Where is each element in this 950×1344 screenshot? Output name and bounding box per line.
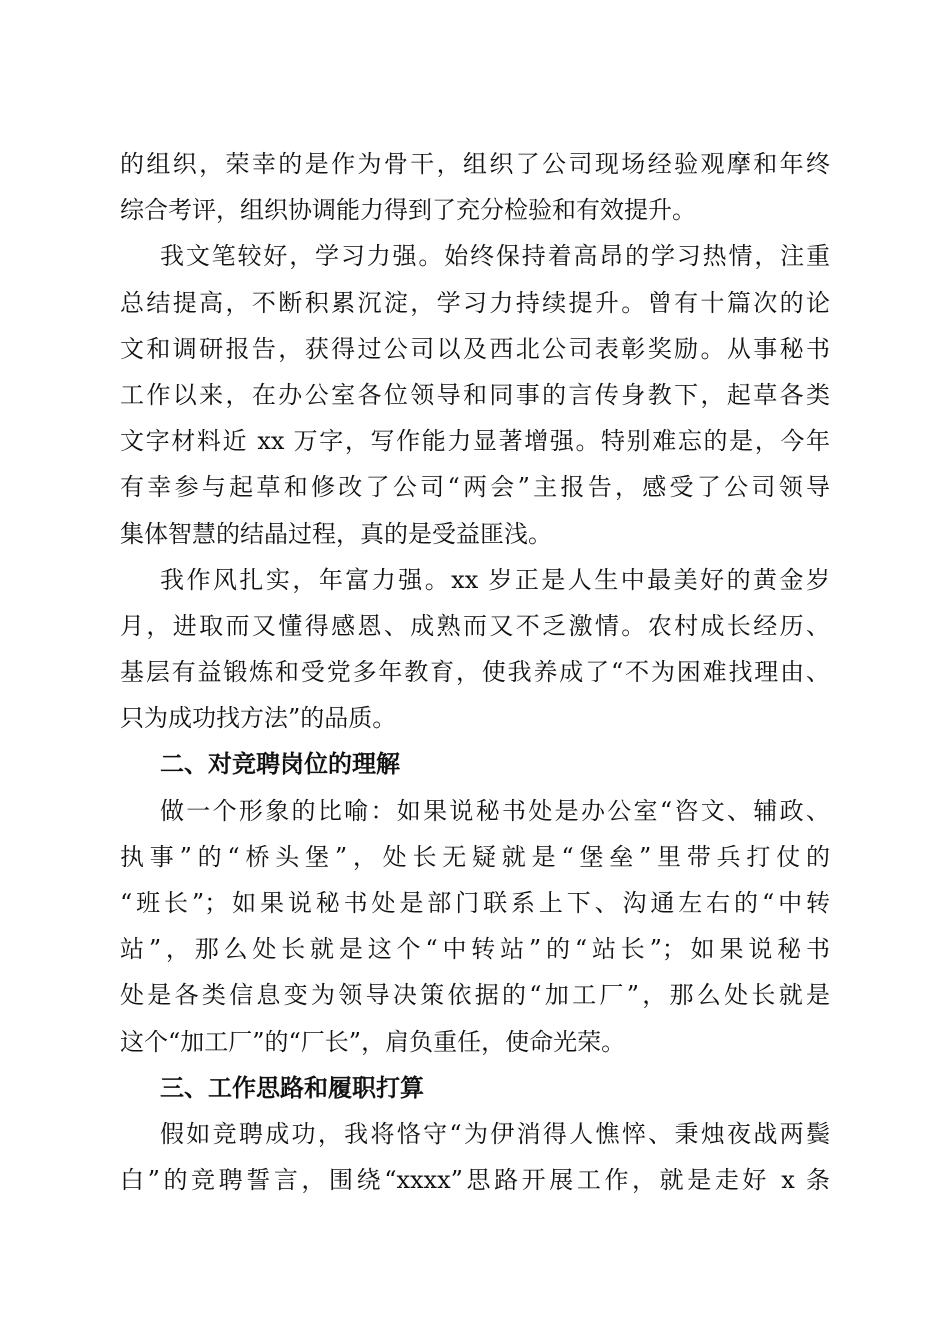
text-line: 站”，那么处长就是这个“中转站”的“站长”；如果说秘书	[120, 935, 830, 964]
text-line: 有幸参与起草和修改了公司“两会”主报告，感受了公司领导	[120, 473, 830, 502]
text-line: 只为成功找方法”的品质。	[120, 704, 397, 733]
text-line: 基层有益锻炼和受党多年教育，使我养成了“不为困难找理由、	[120, 658, 830, 687]
text-line: 综合考评，组织协调能力得到了充分检验和有效提升。	[120, 196, 696, 225]
text-line: 文字材料近 xx 万字，写作能力显著增强。特别难忘的是，今年	[120, 427, 830, 456]
text-line: 处是各类信息变为领导决策依据的“加工厂”，那么处长就是	[120, 981, 830, 1010]
text-line: 做一个形象的比喻：如果说秘书处是办公室“咨文、辅政、	[160, 796, 830, 825]
paragraph-work-style	[120, 557, 830, 742]
text-line: 白”的竞聘誓言，围绕“xxxx”思路开展工作，就是走好 x 条	[120, 1166, 830, 1195]
text-line: 我文笔较好，学习力强。始终保持着高昂的学习热情，注重	[160, 242, 830, 271]
paragraph-metaphor	[120, 788, 830, 1065]
text-line: 月，进取而又懂得感恩、成熟而又不乏激情。农村成长经历、	[120, 611, 830, 640]
text-line: 集体智慧的结晶过程，真的是受益匪浅。	[120, 519, 552, 548]
paragraph-writing-skill	[120, 233, 830, 556]
text-line: “班长”；如果说秘书处是部门联系上下、沟通左右的“中转	[120, 889, 830, 917]
document-body	[120, 141, 830, 1203]
text-line: 的组织，荣幸的是作为骨干，组织了公司现场经验观摩和年终	[120, 150, 830, 178]
paragraph-plan	[120, 1111, 830, 1203]
text-line: 文和调研报告，获得过公司以及西北公司表彰奖励。从事秘书	[120, 334, 830, 363]
text-line: 我作风扎实，年富力强。xx 岁正是人生中最美好的黄金岁	[160, 565, 830, 594]
text-line: 执事”的“桥头堡”，处长无疑就是“堡垒”里带兵打仗的	[120, 842, 830, 871]
paragraph-organization	[120, 141, 830, 233]
section-heading-work-plan: 三、工作思路和履职打算	[160, 1073, 424, 1102]
text-line: 总结提高，不断积累沉淀，学习力持续提升。曾有十篇次的论	[120, 288, 830, 317]
text-line: 假如竞聘成功，我将恪守“为伊消得人憔悴、秉烛夜战两鬓	[160, 1119, 830, 1148]
section-heading-position-understanding: 二、对竞聘岗位的理解	[160, 750, 400, 779]
text-line: 这个“加工厂”的“厂长”，肩负重任，使命光荣。	[120, 1027, 626, 1056]
text-line: 工作以来，在办公室各位领导和同事的言传身教下，起草各类	[120, 380, 830, 409]
